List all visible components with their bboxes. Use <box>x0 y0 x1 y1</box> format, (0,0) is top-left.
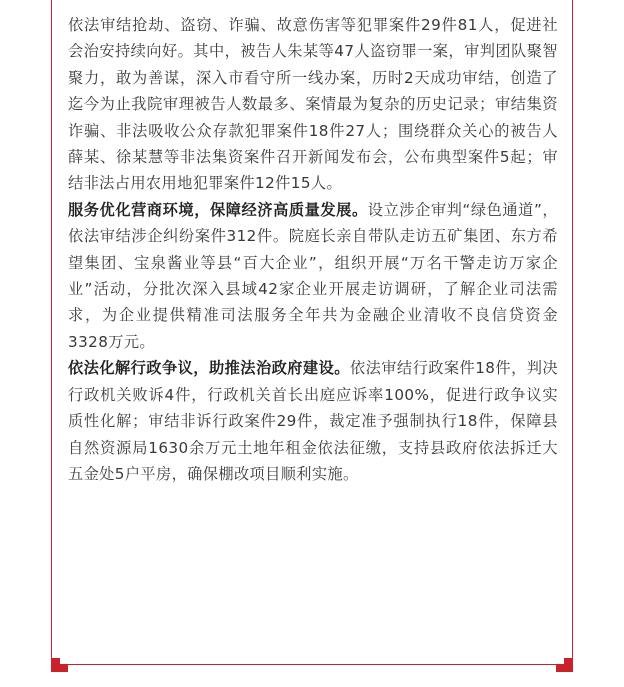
corner-bottom-right-ornament-bar <box>556 664 573 672</box>
paragraph-heading: 服务优化营商环境，保障经济高质量发展。 <box>68 200 368 219</box>
paragraph-criminal-cases <box>68 12 558 197</box>
corner-bottom-left-ornament-bar <box>51 664 68 672</box>
paragraph-administrative-disputes <box>68 355 558 487</box>
frame-right-border <box>572 0 573 662</box>
paragraph-text: 依法审结抢劫、盗窃、诈骗、故意伤害等犯罪案件29件81人，促进社会治安持续向好。其中，被告人朱某等47人盗窃罪一案，审判团队聚智聚力，敢为善谋，深入市看守所一线办案，历时2天成功审结，创造了迄今为止我院审理被告人数最多、案情最为复杂的历史记录；审结集资诈骗、非法吸收公众存款犯罪案件18件27人；围绕群众关心的被告人薛某、徐某慧等非法集资案件召开新闻发布会，公布典型案件5起；审结非法占用农用地犯罪案件12件15人。 <box>68 16 558 193</box>
paragraph-text: 依法审结行政案件18件，判决行政机关败诉4件，行政机关首长出庭应诉率100%，促进行政争议实质性化解；审结非诉行政案件29件，裁定准予强制执行18件，保障县自然资源局1630余万元土地年租金依法征缴，支持县政府依法拆迁大五金处5户平房，确保棚改项目顺利实施。 <box>68 359 558 483</box>
paragraph-text: 设立涉企审判“绿色通道”，依法审结涉企纠纷案件312件。院庭长亲自带队走访五矿集团、东方希望集团、宝泉酱业等县“百大企业”，组织开展“万名干警走访万家企业”活动，分批次深入县域42家企业开展走访调研，了解企业司法需求，为企业提供精准司法服务全年共为金融企业清收不良信贷资金3328万元。 <box>68 200 559 351</box>
frame-left-border <box>51 0 52 662</box>
paragraph-heading: 依法化解行政争议，助推法治政府建设。 <box>68 359 350 378</box>
frame-bottom-border <box>62 664 562 665</box>
article-body <box>68 12 558 487</box>
paragraph-business-environment <box>68 197 558 355</box>
